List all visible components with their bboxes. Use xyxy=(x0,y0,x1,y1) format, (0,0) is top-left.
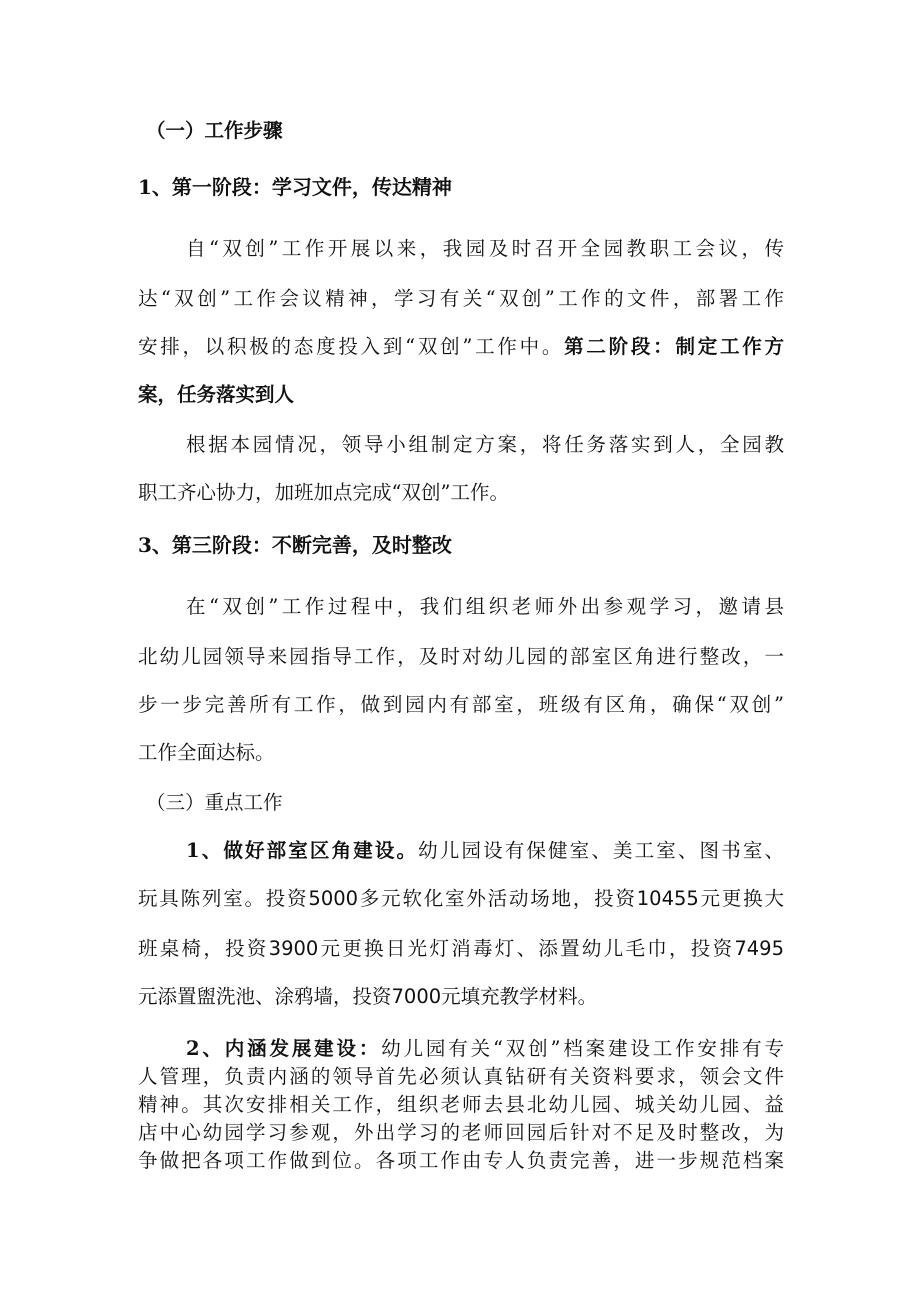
paragraph-line: 自“双创”工作开展以来，我园及时召开全园教职工会议，传 xyxy=(186,237,784,260)
point2-heading: 2、内涵发展建设： xyxy=(186,1037,382,1060)
paragraph-line: 职工齐心协力，加班加点完成“双创”工作。 xyxy=(138,481,509,504)
stage2-heading-part1: 第二阶段：制定工作方 xyxy=(564,335,784,358)
stage2-heading-part2: 案，任务落实到人 xyxy=(138,383,295,406)
paragraph-line: 在“双创”工作过程中，我们组织老师外出参观学习，邀请县 xyxy=(186,595,784,618)
paragraph-line xyxy=(186,1036,784,1062)
point1-heading: 1、做好部室区角建设。 xyxy=(186,839,419,862)
paragraph-line: 班桌椅，投资3900元更换日光灯消毒灯、添置幼儿毛巾，投资7495 xyxy=(138,937,784,960)
paragraph-line: 玩具陈列室。投资5000多元软化室外活动场地，投资10455元更换大 xyxy=(138,887,784,910)
paragraph-text: 幼儿园有关“双创”档案建设工作安排有专 xyxy=(381,1037,784,1060)
section-heading-key-work: （三）重点工作 xyxy=(146,791,283,814)
paragraph-text: 安排，以积极的态度投入到“双创”工作中。 xyxy=(138,335,565,358)
paragraph-line: 根据本园情况，领导小组制定方案，将任务落实到人，全园教 xyxy=(186,433,784,456)
paragraph-line: 人管理，负责内涵的领导首先必须认真钻研有关资料要求，领会文件 xyxy=(138,1065,784,1088)
paragraph-line: 元添置盥洗池、涂鸦墙，投资7000元填充教学材料。 xyxy=(138,985,598,1008)
paragraph-line xyxy=(138,334,784,360)
paragraph-line: 北幼儿园领导来园指导工作，及时对幼儿园的部室区角进行整改，一 xyxy=(138,645,784,668)
paragraph-text: 幼儿园设有保健室、美工室、图书室、 xyxy=(418,839,784,862)
paragraph-line: 工作全面达标。 xyxy=(138,741,275,764)
stage3-heading: 3、第三阶段：不断完善，及时整改 xyxy=(138,533,452,557)
paragraph-line: 店中心幼园学习参观，外出学习的老师回园后针对不足及时整改，为 xyxy=(138,1121,784,1144)
paragraph-line: 达“双创”工作会议精神，学习有关“双创”工作的文件，部署工作 xyxy=(138,287,784,310)
paragraph-line xyxy=(186,838,784,864)
paragraph-line: 争做把各项工作做到位。各项工作由专人负责完善，进一步规范档案 xyxy=(138,1149,784,1172)
paragraph-line: 精神。其次安排相关工作，组织老师去县北幼儿园、城关幼儿园、益 xyxy=(138,1093,784,1116)
paragraph-line: 步一步完善所有工作，做到园内有部室，班级有区角，确保“双创” xyxy=(138,693,784,716)
section-heading-work-steps: （一）工作步骤 xyxy=(146,119,283,142)
stage1-heading: 1、第一阶段：学习文件，传达精神 xyxy=(138,175,452,199)
